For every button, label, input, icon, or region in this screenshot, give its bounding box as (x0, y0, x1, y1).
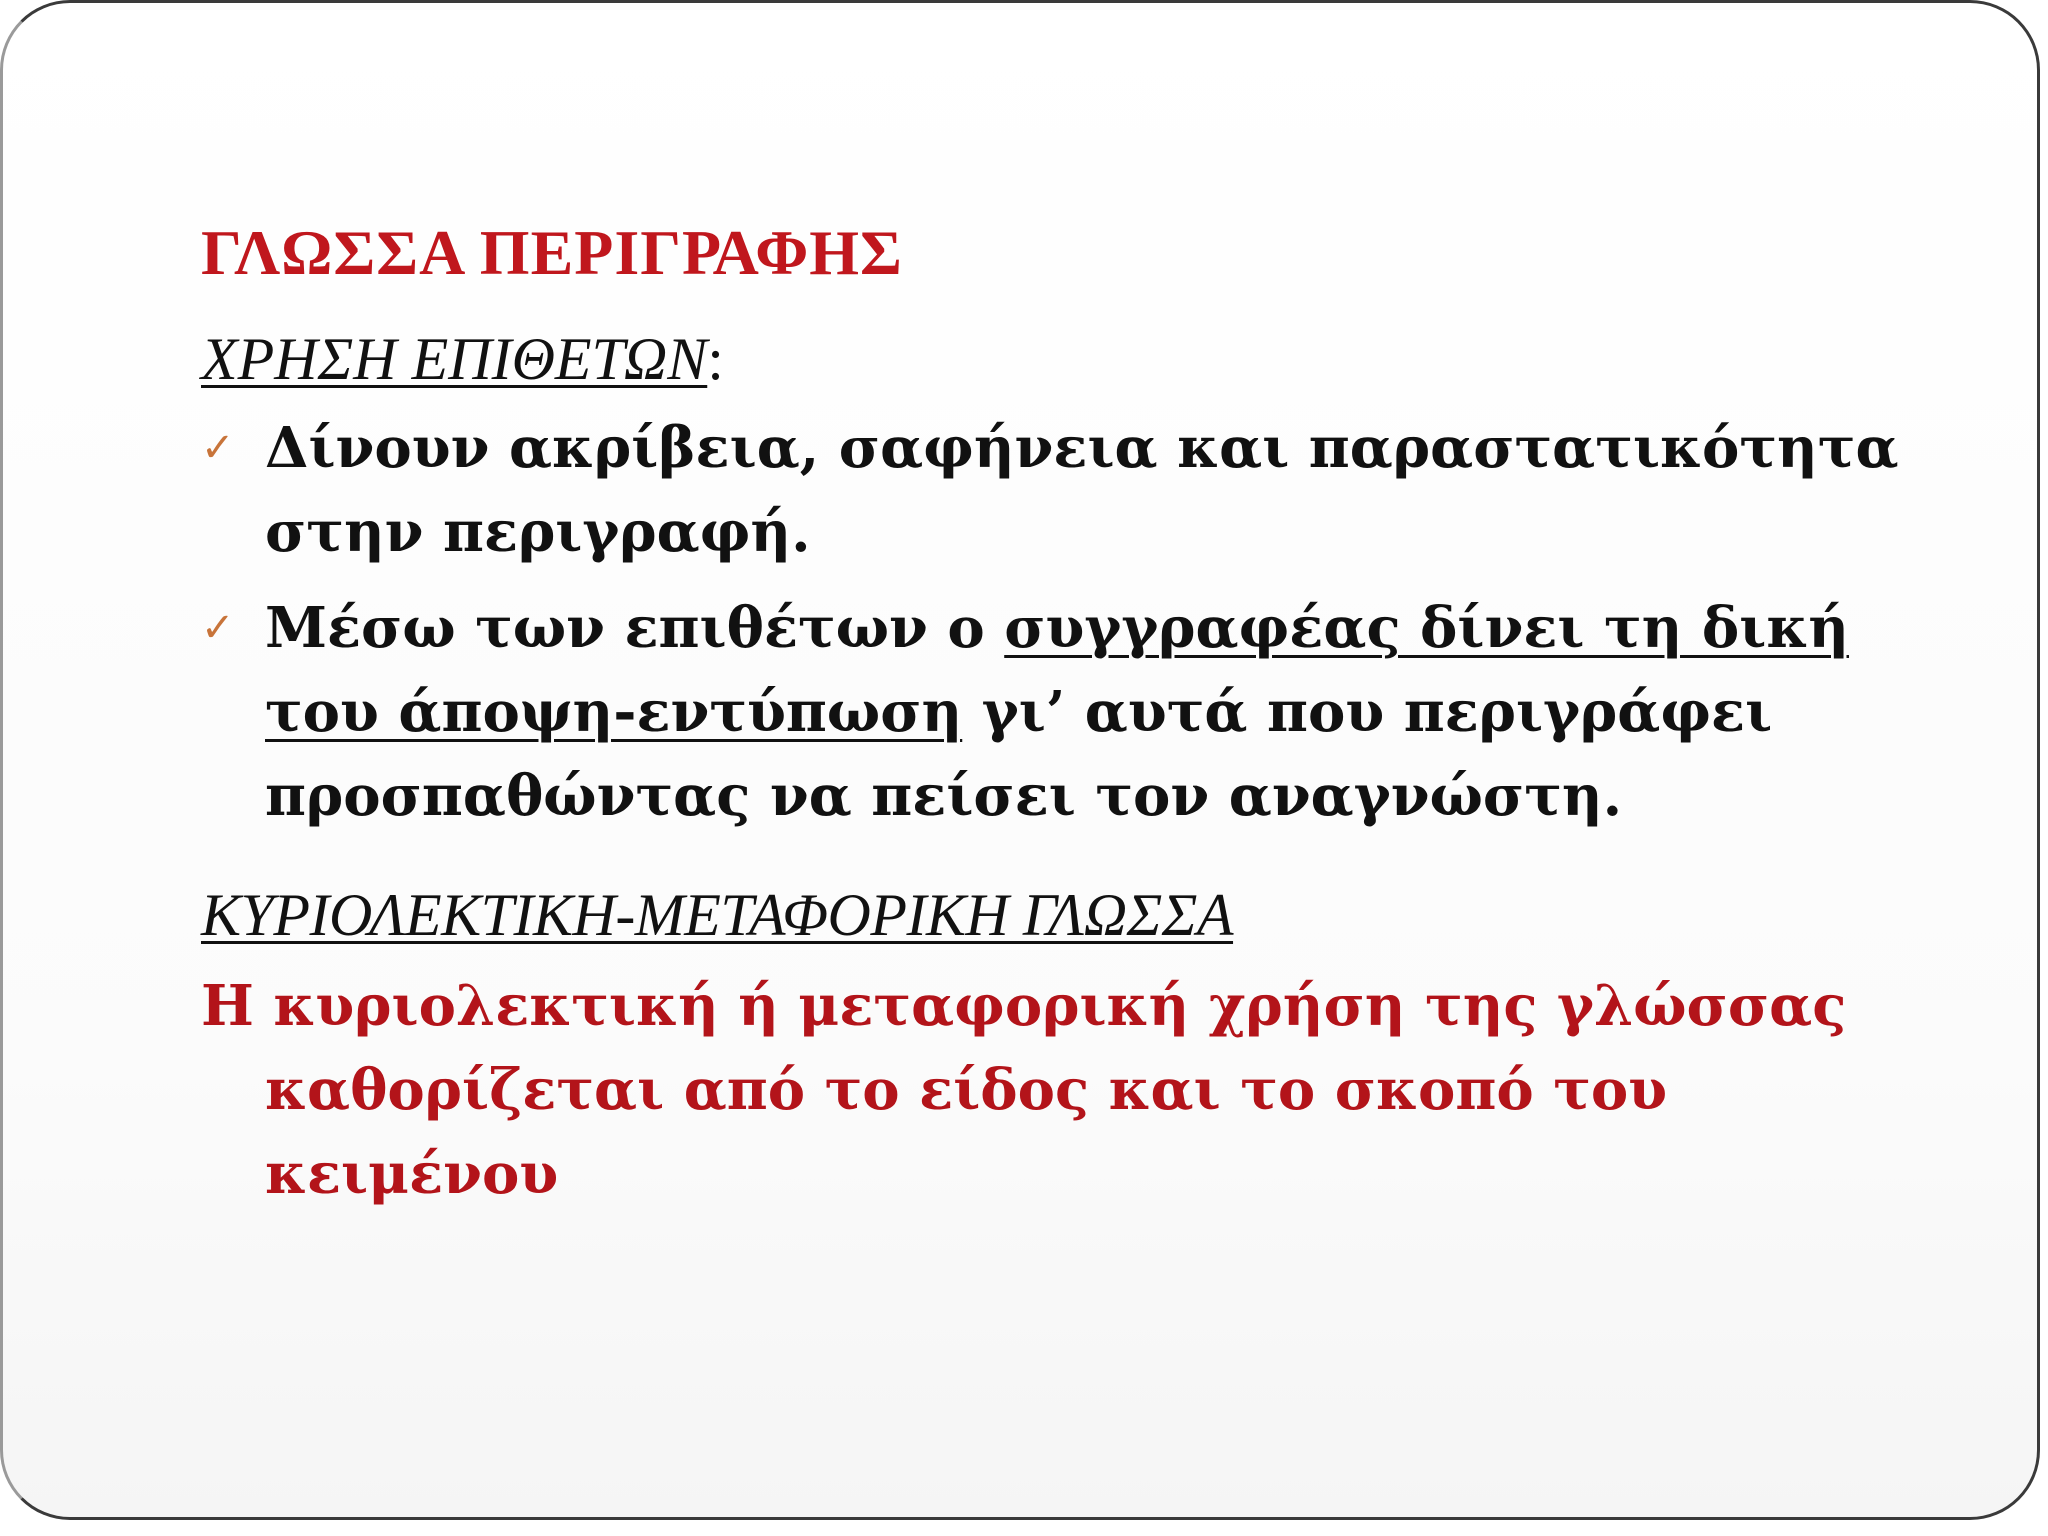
heading-colon: : (707, 326, 724, 393)
slide-title: ΓΛΩΣΣΑ ΠΕΡΙΓΡΑΦΗΣ (201, 217, 903, 288)
checkmark-icon: ✓ (201, 605, 235, 652)
slide-content (201, 218, 1961, 1216)
section-heading-literal-metaphorical: ΚΥΡΙΟΛΕΚΤΙΚΗ-ΜΕΤΑΦΟΡΙΚΗ ΓΛΩΣΣΑ (201, 882, 1234, 949)
checkmark-icon: ✓ (201, 425, 235, 472)
section-paragraph: Η κυριολεκτική ή μεταφορική χρήση της γλώσσας καθορίζεται από το είδος και το σκοπό του κειμένου (201, 973, 1847, 1208)
section-heading-adjectives (201, 326, 1961, 392)
list-item (201, 586, 1961, 838)
bullet-text-before: Μέσω των επιθέτων ο (265, 595, 1005, 662)
list-item (201, 406, 1961, 574)
section-heading-adjectives-text: ΧΡΗΣΗ ΕΠΙΘΕΤΩΝ (201, 326, 708, 393)
bullet-text-underlined: συγγραφέας δίνει τη δική του άποψη-εντύπωση (265, 595, 1850, 746)
bullet-text-after: γι’ αυτά που περιγράφει προσπαθώντας να πείσει τον αναγνώστη. (265, 679, 1773, 830)
bullet-text: Δίνουν ακρίβεια, σαφήνεια και παραστατικότητα στην περιγραφή. (265, 415, 1899, 566)
bullet-list (201, 406, 1961, 838)
